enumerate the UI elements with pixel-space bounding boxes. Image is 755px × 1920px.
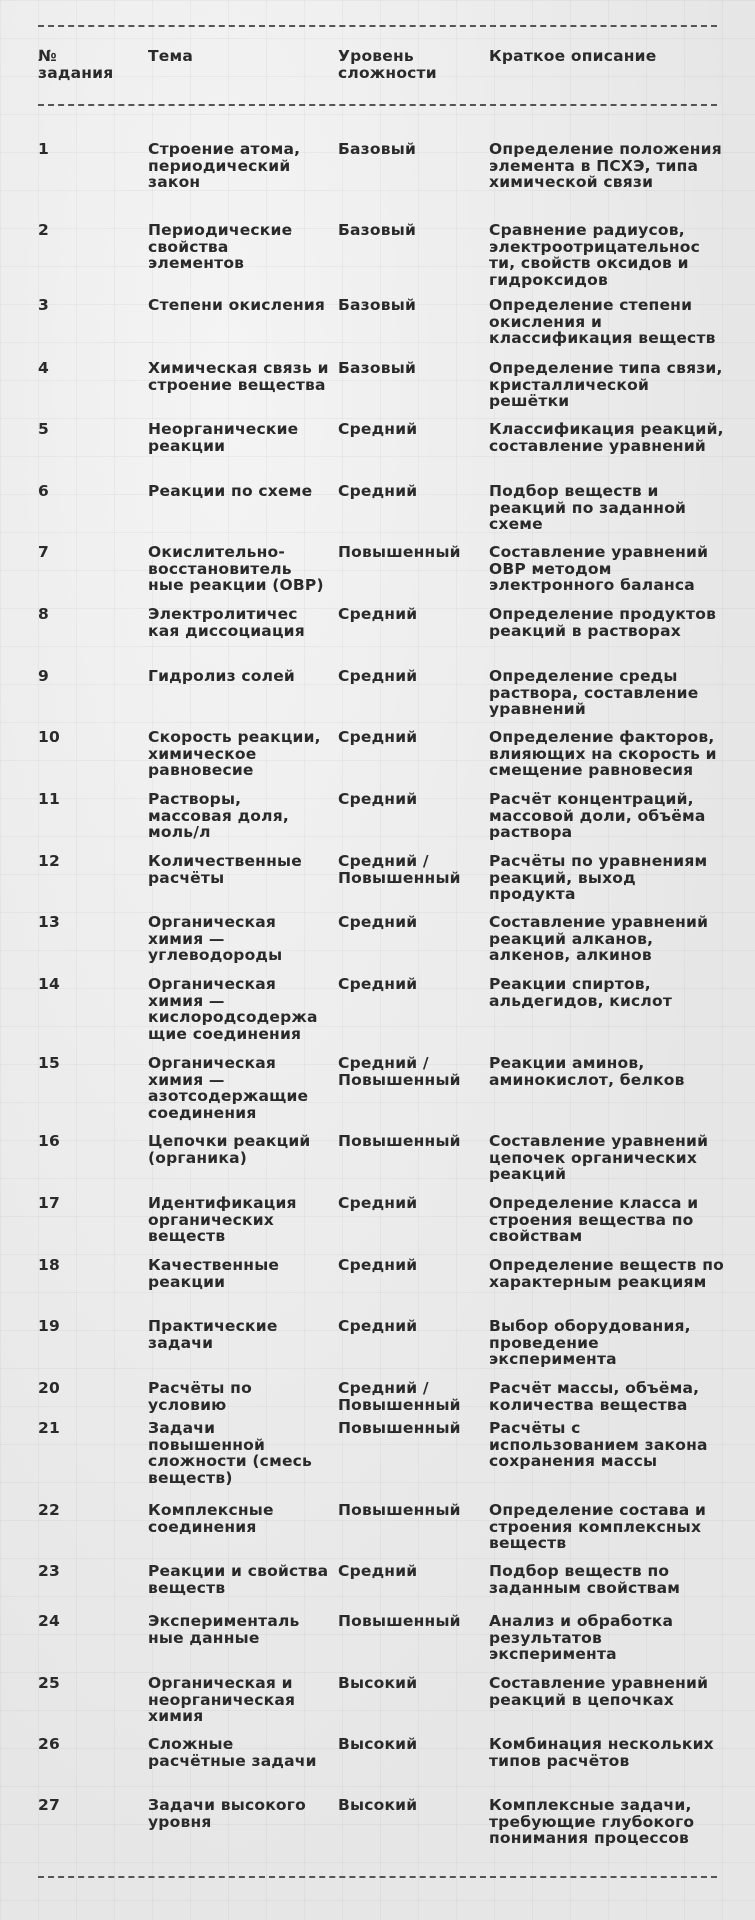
table-row — [0, 1502, 755, 1562]
task-topic: Комплексные соединения — [148, 1501, 274, 1536]
task-level: Повышенный — [338, 1612, 461, 1630]
table-row — [0, 141, 755, 201]
table-row — [0, 360, 755, 420]
task-level: Средний — [338, 913, 418, 931]
task-topic: Практические задачи — [148, 1317, 278, 1352]
task-topic: Расчёты по условию — [148, 1379, 252, 1414]
header-divider — [38, 104, 717, 106]
task-description: Определение класса и строения вещества по свойствам — [489, 1194, 699, 1245]
task-number: 11 — [38, 790, 60, 808]
task-topic: Задачи высокого уровня — [148, 1796, 306, 1831]
task-number: 9 — [38, 667, 49, 685]
task-number: 23 — [38, 1562, 60, 1580]
task-level: Средний / Повышенный — [338, 852, 461, 887]
header-level: Уровень сложности — [338, 47, 437, 82]
task-description: Комбинация нескольких типов расчётов — [489, 1735, 714, 1770]
task-level: Повышенный — [338, 543, 461, 561]
task-level: Средний — [338, 1562, 418, 1580]
task-number: 13 — [38, 913, 60, 931]
task-number: 7 — [38, 543, 49, 561]
task-description: Подбор веществ и реакций по заданной схеме — [489, 482, 687, 533]
task-number: 5 — [38, 420, 49, 438]
task-description: Анализ и обработка результатов эксперимента — [489, 1612, 674, 1663]
table-row — [0, 544, 755, 604]
table-row — [0, 668, 755, 728]
task-topic: Периодические свойства элементов — [148, 221, 293, 272]
task-number: 12 — [38, 852, 60, 870]
task-number: 16 — [38, 1132, 60, 1150]
task-topic: Реакции и свойства веществ — [148, 1562, 329, 1597]
task-topic: Сложные расчётные задачи — [148, 1735, 317, 1770]
task-description: Реакции аминов, аминокислот, белков — [489, 1054, 685, 1089]
task-number: 4 — [38, 359, 49, 377]
task-description: Определение положения элемента в ПСХЭ, типа химической связи — [489, 140, 722, 191]
task-level: Повышенный — [338, 1419, 461, 1437]
task-description: Определение типа связи, кристаллической решётки — [489, 359, 723, 410]
task-topic: Химическая связь и строение вещества — [148, 359, 329, 394]
task-number: 20 — [38, 1379, 60, 1397]
table-row — [0, 1736, 755, 1796]
task-level: Средний — [338, 1256, 418, 1274]
task-level: Повышенный — [338, 1501, 461, 1519]
table-row — [0, 1419, 755, 1487]
table-row — [0, 853, 755, 913]
task-number: 6 — [38, 482, 49, 500]
task-topic: Гидролиз солей — [148, 667, 295, 685]
task-topic: Эксперименталь ные данные — [148, 1612, 300, 1647]
task-number: 26 — [38, 1735, 60, 1753]
task-number: 3 — [38, 296, 49, 314]
table-row — [0, 914, 755, 974]
task-description: Расчёты по уравнениям реакций, выход продукта — [489, 852, 708, 903]
task-level: Средний / Повышенный — [338, 1379, 461, 1414]
task-level: Средний — [338, 728, 418, 746]
task-level: Высокий — [338, 1735, 418, 1753]
table-row — [0, 1195, 755, 1255]
table-row — [0, 221, 755, 289]
table-row — [0, 606, 755, 666]
task-level: Средний — [338, 1317, 418, 1335]
table-row — [0, 483, 755, 543]
task-level: Средний — [338, 790, 418, 808]
task-number: 21 — [38, 1419, 60, 1437]
task-topic: Органическая химия — азотсодержащие соединения — [148, 1054, 309, 1122]
header-description: Краткое описание — [489, 47, 657, 65]
task-description: Определение факторов, влияющих на скорость и смещение равновесия — [489, 728, 717, 779]
task-topic: Растворы, массовая доля, моль/л — [148, 790, 289, 841]
table-row — [0, 975, 755, 1043]
task-level: Средний / Повышенный — [338, 1054, 461, 1089]
bottom-divider — [38, 1876, 717, 1878]
task-topic: Количественные расчёты — [148, 852, 302, 887]
task-number: 17 — [38, 1194, 60, 1212]
task-number: 25 — [38, 1674, 60, 1692]
task-topic: Строение атома, периодический закон — [148, 140, 301, 191]
table-row — [0, 791, 755, 851]
task-topic: Качественные реакции — [148, 1256, 280, 1291]
task-level: Высокий — [338, 1796, 418, 1814]
task-level: Высокий — [338, 1674, 418, 1692]
table-row — [0, 1675, 755, 1735]
task-level: Средний — [338, 420, 418, 438]
table-row — [0, 1257, 755, 1317]
task-number: 15 — [38, 1054, 60, 1072]
task-number: 18 — [38, 1256, 60, 1274]
task-description: Определение среды раствора, составление уравнений — [489, 667, 699, 718]
task-description: Определение состава и строения комплексных веществ — [489, 1501, 707, 1552]
task-topic: Скорость реакции, химическое равновесие — [148, 728, 321, 779]
task-level: Средний — [338, 1194, 418, 1212]
table-row — [0, 297, 755, 357]
task-number: 19 — [38, 1317, 60, 1335]
table-row — [0, 729, 755, 789]
task-topic: Органическая химия — углеводороды — [148, 913, 283, 964]
task-description: Классификация реакций, составление уравнений — [489, 420, 724, 455]
task-topic: Органическая и неорганическая химия — [148, 1674, 296, 1725]
top-divider — [38, 25, 717, 27]
task-description: Составление уравнений реакций алканов, алкенов, алкинов — [489, 913, 709, 964]
task-description: Реакции спиртов, альдегидов, кислот — [489, 975, 673, 1010]
task-description: Определение веществ по характерным реакциям — [489, 1256, 724, 1291]
task-description: Подбор веществ по заданным свойствам — [489, 1562, 681, 1597]
task-level: Базовый — [338, 140, 417, 158]
task-description: Определение продуктов реакций в растворах — [489, 605, 717, 640]
header-topic: Тема — [148, 47, 194, 65]
task-number: 27 — [38, 1796, 60, 1814]
task-topic: Неорганические реакции — [148, 420, 299, 455]
task-level: Средний — [338, 482, 418, 500]
task-topic: Степени окисления — [148, 296, 326, 314]
table-row — [0, 1797, 755, 1857]
task-level: Средний — [338, 975, 418, 993]
task-topic: Органическая химия — кислородсодержа щие соединения — [148, 975, 318, 1043]
table-row — [0, 1318, 755, 1378]
task-topic: Задачи повышенной сложности (смесь веществ) — [148, 1419, 313, 1487]
table-row — [0, 421, 755, 481]
table-row — [0, 1613, 755, 1673]
task-topic: Реакции по схеме — [148, 482, 313, 500]
task-description: Расчёт концентраций, массовой доли, объёма раствора — [489, 790, 706, 841]
task-level: Базовый — [338, 296, 417, 314]
task-description: Сравнение радиусов, электроотрицательнос ти, свойств оксидов и гидроксидов — [489, 221, 701, 289]
table-row — [0, 1054, 755, 1122]
task-description: Определение степени окисления и классификация веществ — [489, 296, 716, 347]
task-number: 14 — [38, 975, 60, 993]
task-number: 10 — [38, 728, 60, 746]
task-number: 24 — [38, 1612, 60, 1630]
task-number: 1 — [38, 140, 49, 158]
task-topic: Идентификация органических веществ — [148, 1194, 297, 1245]
task-level: Средний — [338, 667, 418, 685]
header-number: № задания — [38, 47, 114, 82]
task-level: Повышенный — [338, 1132, 461, 1150]
table-row — [0, 1133, 755, 1193]
task-number: 22 — [38, 1501, 60, 1519]
task-topic: Цепочки реакций (органика) — [148, 1132, 311, 1167]
task-description: Составление уравнений цепочек органических реакций — [489, 1132, 709, 1183]
task-number: 2 — [38, 221, 49, 239]
task-topic: Окислительно-восстановитель ные реакции (ОВР) — [148, 543, 324, 594]
task-description: Комплексные задачи, требующие глубокого понимания процессов — [489, 1796, 695, 1847]
task-description: Расчёты с использованием закона сохранения массы — [489, 1419, 708, 1470]
task-level: Базовый — [338, 359, 417, 377]
task-number: 8 — [38, 605, 49, 623]
task-topic: Электролитичес кая диссоциация — [148, 605, 305, 640]
task-description: Составление уравнений ОВР методом электронного баланса — [489, 543, 709, 594]
task-level: Средний — [338, 605, 418, 623]
task-description: Расчёт массы, объёма, количества вещества — [489, 1379, 700, 1414]
task-level: Базовый — [338, 221, 417, 239]
task-description: Составление уравнений реакций в цепочках — [489, 1674, 709, 1709]
task-description: Выбор оборудования, проведение эксперимента — [489, 1317, 691, 1368]
